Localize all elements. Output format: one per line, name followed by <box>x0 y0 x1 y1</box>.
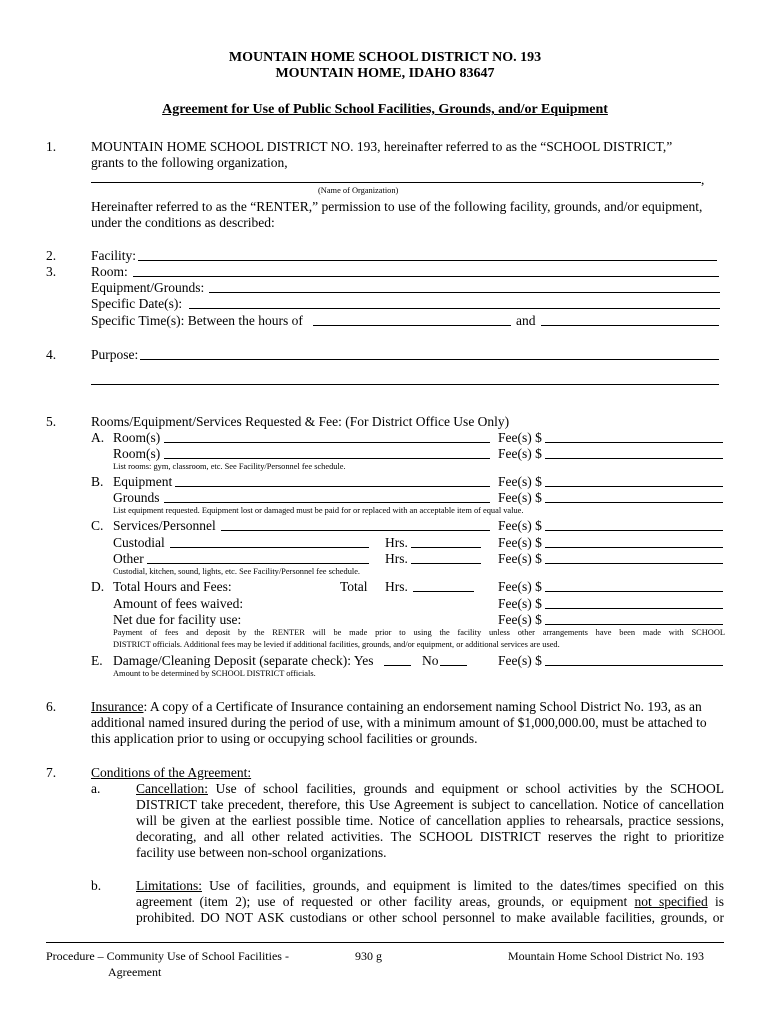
deposit-no-field[interactable] <box>440 665 467 666</box>
fees-waived-label: Amount of fees waived: <box>113 596 244 611</box>
rooms-fee-field-1[interactable] <box>545 442 723 443</box>
section-number: 6. <box>46 699 57 714</box>
footer-page-code: 930 g <box>355 949 382 963</box>
organization-caption: (Name of Organization) <box>318 186 399 195</box>
custodial-hours-field[interactable] <box>411 547 481 548</box>
other-fee-field[interactable] <box>545 563 723 564</box>
deposit-label: Damage/Cleaning Deposit (separate check): Yes <box>113 653 374 668</box>
limitations-text: Use of facilities, grounds, and equipment is limited to the dates/times specified on this <box>209 878 724 893</box>
equipment-field[interactable] <box>175 486 490 487</box>
grounds-fee-field[interactable] <box>545 502 723 503</box>
rooms-label: Room(s) <box>113 430 161 445</box>
conditions-heading: Conditions of the Agreement: <box>91 765 252 780</box>
item-letter: C. <box>91 518 104 533</box>
services-fee-field[interactable] <box>545 530 723 531</box>
other-label: Other <box>113 551 144 566</box>
cancellation-line5: facility use between non-school organizations. <box>136 845 387 860</box>
section1-line2: grants to the following organization, <box>91 155 288 170</box>
hours-label: Hrs. <box>385 535 408 550</box>
limitations-line3: prohibited. DO NOT ASK custodians or other school personnel to make available facilities, grounds, or <box>136 910 724 925</box>
limitations-text: agreement (item 2); use of requested or other facility areas, grounds, or equipment <box>136 894 628 909</box>
section-number: 4. <box>46 347 57 362</box>
cancellation-line3: will be given at the earliest possible time. Notice of cancellation applies to rehearsals, practice sessions, <box>136 813 724 828</box>
other-hours-field[interactable] <box>411 563 481 564</box>
not-specified-term: not specified <box>634 894 708 909</box>
insurance-paragraph-line1 <box>91 699 702 715</box>
fee-label: Fee(s) $ <box>498 596 542 611</box>
facility-label: Facility: <box>91 248 136 263</box>
rooms-fee-field-2[interactable] <box>545 458 723 459</box>
cancellation-term: Cancellation: <box>136 781 208 796</box>
hours-label: Hrs. <box>385 551 408 566</box>
item-letter: a. <box>91 781 101 796</box>
rooms-field-1[interactable] <box>164 442 490 443</box>
specific-dates-field[interactable] <box>189 308 720 309</box>
equipment-label: Equipment <box>113 474 173 489</box>
services-personnel-field[interactable] <box>221 530 490 531</box>
item-letter: D. <box>91 579 105 594</box>
cancellation-line4: decorating, and all other related activities. The SCHOOL DISTRICT reserves the right to prioritize <box>136 829 724 844</box>
section-number: 1. <box>46 139 57 154</box>
deposit-no-label: No <box>422 653 439 668</box>
item-letter: A. <box>91 430 105 445</box>
section5-heading: Rooms/Equipment/Services Requested & Fee: (For District Office Use Only) <box>91 414 510 429</box>
equipment-grounds-field[interactable] <box>209 292 720 293</box>
grounds-field[interactable] <box>164 502 490 503</box>
insurance-text: : A copy of a Certificate of Insurance containing an endorsement naming School District No. 193, as an <box>143 699 702 714</box>
fee-label: Fee(s) $ <box>498 612 542 627</box>
grounds-label: Grounds <box>113 490 160 505</box>
cancellation-line2: DISTRICT take precedent, therefore, this Use Agreement is subject to cancellation. Notice of cancellation <box>136 797 724 812</box>
district-heading: MOUNTAIN HOME SCHOOL DISTRICT NO. 193 <box>228 50 542 65</box>
section1-line3: Hereinafter referred to as the “RENTER,” permission to use of the following facility, grounds, and/or equipment, <box>91 199 703 214</box>
district-address: MOUNTAIN HOME, IDAHO 83647 <box>275 66 495 81</box>
section-number: 5. <box>46 414 57 429</box>
limitations-text: is <box>715 894 725 909</box>
total-fee-field[interactable] <box>545 591 723 592</box>
fee-label: Fee(s) $ <box>498 579 542 594</box>
item-letter: B. <box>91 474 104 489</box>
footer-divider <box>46 942 724 943</box>
room-field[interactable] <box>133 276 719 277</box>
cancellation-text: Use of school facilities, grounds and equipment or school activities by the SCHOOL <box>215 781 725 796</box>
footer-left-line2: Agreement <box>108 965 162 979</box>
comma: , <box>701 172 705 187</box>
services-note: Custodial, kitchen, sound, lights, etc. See Facility/Personnel fee schedule. <box>113 567 361 576</box>
deposit-note: Amount to be determined by SCHOOL DISTRICT officials. <box>113 669 316 678</box>
section-number: 2. <box>46 248 57 263</box>
rooms-note: List rooms: gym, classroom, etc. See Facility/Personnel fee schedule. <box>113 462 346 471</box>
section-number: 7. <box>46 765 57 780</box>
equipment-grounds-label: Equipment/Grounds: <box>91 280 205 295</box>
insurance-paragraph-line3: this application prior to using or occupying school facilities or grounds. <box>91 731 478 746</box>
payment-note-line2: DISTRICT officials. Additional fees may be levied if additional facilities, grounds, and/or equipment, or additional services are used. <box>113 640 560 649</box>
total-hours-field[interactable] <box>413 591 474 592</box>
limitations-term: Limitations: <box>136 878 202 893</box>
document-title: Agreement for Use of Public School Facilities, Grounds, and/or Equipment <box>162 102 608 117</box>
specific-dates-label: Specific Date(s): <box>91 296 183 311</box>
custodial-field[interactable] <box>170 547 369 548</box>
section1-line4: under the conditions as described: <box>91 215 275 230</box>
footer-right: Mountain Home School District No. 193 <box>508 949 704 963</box>
and-label: and <box>516 313 536 328</box>
footer-left-line1: Procedure – Community Use of School Facilities - <box>46 949 289 963</box>
purpose-label: Purpose: <box>91 347 139 362</box>
end-time-field[interactable] <box>541 325 719 326</box>
fee-label: Fee(s) $ <box>498 446 542 461</box>
fee-label: Fee(s) $ <box>498 490 542 505</box>
start-time-field[interactable] <box>313 325 511 326</box>
purpose-field-line2[interactable] <box>91 384 719 385</box>
custodial-label: Custodial <box>113 535 165 550</box>
section1-line1: MOUNTAIN HOME SCHOOL DISTRICT NO. 193, hereinafter referred to as the “SCHOOL DISTRICT,” <box>91 139 673 154</box>
fees-waived-field[interactable] <box>545 608 723 609</box>
equipment-fee-field[interactable] <box>545 486 723 487</box>
specific-times-label: Specific Time(s): Between the hours of <box>91 313 303 328</box>
net-due-label: Net due for facility use: <box>113 612 242 627</box>
item-letter: E. <box>91 653 103 668</box>
insurance-paragraph-line2: additional named insured during the period of use, with a minimum amount of $1,000,000.00, must be attached to <box>91 715 707 730</box>
organization-name-field[interactable] <box>91 182 701 183</box>
rooms-field-2[interactable] <box>164 458 490 459</box>
equipment-note: List equipment requested. Equipment lost or damaged must be paid for or replaced with an acceptable item of equal value. <box>113 506 524 515</box>
fee-label: Fee(s) $ <box>498 551 542 566</box>
net-due-field[interactable] <box>545 624 723 625</box>
fee-label: Fee(s) $ <box>498 518 542 533</box>
purpose-field-line1[interactable] <box>140 359 719 360</box>
facility-field[interactable] <box>138 260 717 261</box>
limitations-line2 <box>136 894 724 910</box>
item-letter: b. <box>91 878 102 893</box>
fee-label: Fee(s) $ <box>498 474 542 489</box>
other-field[interactable] <box>147 563 369 564</box>
rooms-label: Room(s) <box>113 446 161 461</box>
total-label: Total <box>340 579 368 594</box>
deposit-fee-field[interactable] <box>545 665 723 666</box>
fee-label: Fee(s) $ <box>498 535 542 550</box>
custodial-fee-field[interactable] <box>545 547 723 548</box>
section-number: 3. <box>46 264 57 279</box>
services-personnel-label: Services/Personnel <box>113 518 216 533</box>
payment-note-line1: Payment of fees and deposit by the RENTER will be made prior to using the facility unless other arrangements have been made with SCHOOL <box>113 628 725 637</box>
hours-label: Hrs. <box>385 579 408 594</box>
deposit-yes-field[interactable] <box>384 665 411 666</box>
cancellation-line1 <box>136 781 724 797</box>
fee-label: Fee(s) $ <box>498 430 542 445</box>
fee-label: Fee(s) $ <box>498 653 542 668</box>
limitations-line1 <box>136 878 724 894</box>
insurance-term: Insurance <box>91 699 144 714</box>
total-hours-fees-label: Total Hours and Fees: <box>113 579 232 594</box>
room-label: Room: <box>91 264 128 279</box>
